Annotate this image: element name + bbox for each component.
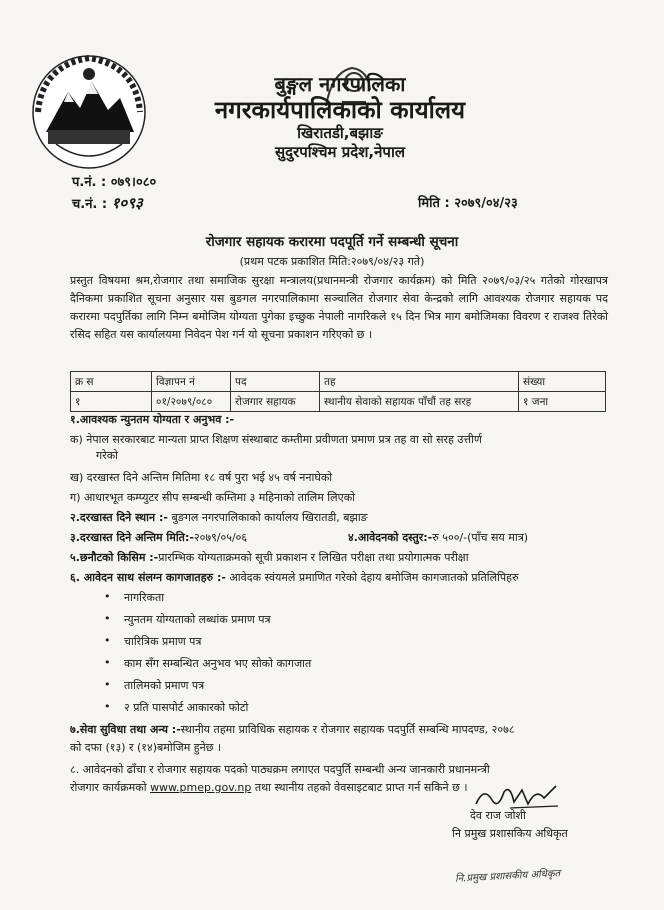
document-item: चारित्रिक प्रमाण पत्र [124,635,202,648]
requirement-a-cont: गरेको [96,449,118,462]
table-row [71,392,606,412]
requirement-c: ग) आधारभूत कम्प्युटर सीप सम्बन्धी कम्तिमा ३ महिनाको तालिम लिएको [70,491,355,504]
pmep-website-link[interactable]: www.pmep.gov.np [150,781,252,794]
section-8-cont: रोजगार कार्यक्रमको www.pmep.gov.np तथा स्थानीय तहको वेवसाइटबाट प्राप्त गर्न सकिने छ । [70,781,468,794]
section-2: २.दरखास्त दिने स्थान :- बुङगल नगरपालिकाको कार्यालय खिरातडी, बझाङ [70,511,368,524]
document-item: काम सँग सम्बन्धित अनुभव भए सोको कागजात [124,657,312,670]
section-7-cont: को दफा (१३) र (१४)बमोजिम हुनेछ । [70,741,222,754]
office-address: खिरातडी,बझाङ [297,124,383,142]
document-item: न्युनतम योग्यताको लब्धांक प्रमाण पत्र [124,613,271,626]
notice-subtitle: (प्रथम पटक प्रकाशित मिति:२०७९/०४/२३ गते) [239,255,425,268]
section-8: ८. आवेदनको ढाँचा र रोजगार सहायक पदको पाठ्यक्रम लगाएत पदपुर्ति सम्बन्धी अन्य जानकारी प्रधानमन्त्री [70,763,490,776]
bullet-icon: • [104,656,111,669]
office-header [180,72,500,162]
document-item: २ प्रति पासपोर्ट आकारको फोटो [124,701,249,714]
province-name: सुदुरपश्चिम प्रदेश,नेपाल [274,143,406,161]
table-cell: ०१/२०७९/०८० [152,392,231,412]
municipality-name: बुङ्गल नगरपालिका [274,72,406,96]
signatory-name: देव राज जोशी [470,809,526,822]
table-cell: १ [71,392,152,412]
bullet-icon: • [104,678,111,691]
chalani-number: च.नं. : १०९३ [72,194,143,212]
section-7: ७.सेवा सुविधा तथा अन्य :-स्थानीय तहमा प्राविधिक सहायक र रोजगार सहायक पदपुर्ति सम्बन्धि मापदण्ड, २०७८ [70,723,515,736]
signatory-designation: नि प्रमुख प्रशासकिय अधिकृत [452,827,568,840]
bullet-icon: • [104,612,111,625]
issue-date: मिति : २०७९/०४/२३ [418,196,518,211]
section-3: ३.दरखास्त दिने अन्तिम मिति:-२०७९/०५/०६ [70,531,248,544]
table-cell: १ जना [519,392,606,412]
government-emblem-icon [28,52,150,170]
bullet-icon: • [104,590,111,603]
section-1-title: १.आवश्यक न्युनतम योग्यता र अनुभव :- [70,413,235,426]
table-header-cell: पद [231,372,320,392]
document-item: तालिमको प्रमाण पत्र [124,679,205,692]
patra-number: प.नं. : ०७९।०८० [72,175,157,190]
vacancy-table [70,371,606,412]
table-header-cell: क्र स [71,372,152,392]
office-name: नगरकार्यपालिकाको कार्यालय [214,96,466,124]
bullet-icon: • [104,634,111,647]
section-4: ४.आवेदनको दस्तुर:-रु ५००/-(पाँच सय मात्र) [348,531,529,544]
document-item: नागरिकता [124,591,165,604]
table-header-cell: विज्ञापन नं [152,372,231,392]
notice-title: रोजगार सहायक करारमा पदपूर्ति गर्ने सम्बन्धी सूचना [205,234,459,250]
section-5: ५.छनौटको किसिम :-प्रारम्भिक योग्यताक्रमको सूची प्रकाशन र लिखित परीक्षा तथा प्रयोगात्मक परीक्षा [70,551,469,564]
section-6: ६. आवेदन साथ संलग्न कागजातहरु :- आवेदक स्वंयमले प्रमाणित गरेको देहाय बमोजिम कागजातको प्रतिलिपिहरु [70,571,519,584]
official-stamp: नि.प्रमुख प्रशासकीय अधिकृत [454,868,561,885]
table-header-cell: संख्या [519,372,606,392]
table-header-cell: तह [320,372,519,392]
requirement-a: क) नेपाल सरकारबाट मान्यता प्राप्त शिक्षण संस्थाबाट कम्तीमा प्रवीणता प्रमाण प्रत्र तह वा सो सरह उत्तीर्ण [70,433,482,446]
bullet-icon: • [104,700,111,713]
requirement-b: ख) दरखास्त दिने अन्तिम मितिमा १८ वर्ष पुरा भई ४५ वर्ष ननाघेको [70,471,333,484]
notice-body: प्रस्तुत विषयमा श्रम,रोजगार तथा समाजिक सुरक्षा मन्त्रालय(प्रधानमन्त्री रोजगार कार्यक्रम) को मिति २०७९/०३/२५ गतेको गोरखापत्र दैनिकमा प्रकाशित सूचना अनुसार यस बुङगल नगरपालिकामा सञ्चालित रोजगार सेवा केन्द्रको लागि आवश्यक रोजगार सहायक पद करारमा पदपुर्तिका लागि निम्न बमोजिम योग्यता पुगेका इच्छुक नेपाली नागरिकले १५ दिन भित्र माग बमोजिमका विवरण र राजश्व तिरेको रसिद सहित यस कार्यालयमा निवेदन पेश गर्न यो सूचना प्रकाशन गरिएको छ । [70,274,608,341]
table-cell: स्थानीय सेवाको सहायक पाँचौं तह सरह [320,392,519,412]
table-header-row [71,372,606,392]
table-cell: रोजगार सहायक [231,392,320,412]
